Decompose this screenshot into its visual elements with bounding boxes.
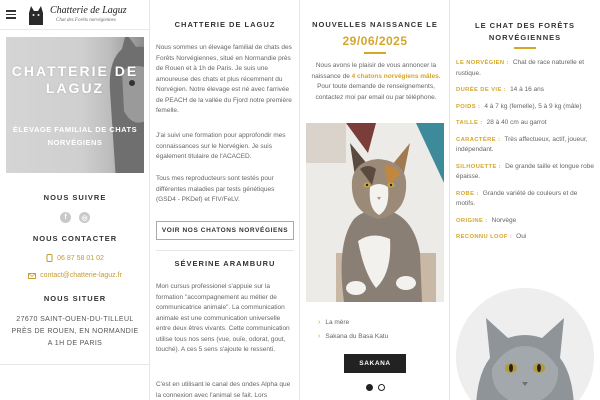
hero-cat-image [96, 37, 144, 173]
chevron-right-icon: › [318, 333, 321, 340]
carousel-dot-2[interactable] [378, 384, 385, 391]
list-item [318, 330, 442, 344]
births-title: NOUVELLES NAISSANCE LE [312, 20, 438, 29]
person-paragraph-2: C'est en utilisant le canal des ondes Alpha que la connexion avec l'animal se fait. Lors [156, 381, 291, 399]
social-links [0, 212, 150, 223]
spec-label: RECONNU LOOF : [456, 234, 513, 240]
spec-value: Norvège [491, 216, 517, 224]
view-kittens-button[interactable]: VOIR NOS CHATONS NORVÉGIENS [156, 221, 294, 240]
sakana-button[interactable]: SAKANA [344, 354, 406, 373]
spec-row [456, 102, 596, 113]
mother-info-list [318, 316, 442, 344]
locate-heading: NOUS SITUER [43, 294, 107, 303]
spec-label: CARACTÈRE : [456, 136, 501, 143]
address-text: 27670 SAINT-OUEN-DU-TILLEUL PRÈS DE ROUEN, EN NORMANDIE A 1H DE PARIS [11, 316, 139, 347]
births-panel [300, 0, 450, 400]
spec-row [456, 232, 596, 243]
spec-row [456, 216, 596, 227]
follow-heading: NOUS SUIVRE [43, 193, 107, 202]
phone-link[interactable] [0, 254, 150, 262]
about-paragraph-3: Tous mes reproducteurs sont testés pour différentes maladies par tests génétiques (GSD4 - PKDef) et FIV/FeLV. [156, 175, 275, 203]
logo-title: Chatterie de Laguz [50, 5, 127, 16]
spec-value: Oui [516, 233, 527, 240]
spec-value: Très affectueux, actif, joueur, indépendant. [456, 135, 588, 153]
hero-title: CHATTERIE DE LAGUZ [11, 63, 139, 96]
person-heading: SÉVERINE ARAMBURU [174, 259, 276, 268]
calico-cat-image [306, 123, 444, 302]
carousel-dot-1[interactable] [366, 384, 373, 391]
spec-value: 14 à 16 ans [510, 86, 545, 93]
spec-label: DURÉE DE VIE : [456, 87, 507, 93]
menu-icon[interactable] [6, 10, 16, 19]
about-title: CHATTERIE DE LAGUZ [174, 20, 276, 29]
spec-value: De grande taille et longue robe épaisse. [456, 162, 594, 180]
contact-heading: NOUS CONTACTER [32, 234, 118, 243]
spec-value: Grande variété de couleurs et de motifs. [456, 189, 578, 207]
spec-row [456, 58, 596, 79]
logo-subtitle: Chat des Forêts norvégiennes [56, 18, 116, 23]
spec-row [456, 189, 596, 210]
person-paragraph-1: Mon cursus professionel s'appuie sur la formation "accompagnement au métier de communicatrice animale". La communication animale est une communication universelle entre deux êtres vivants. Cette communication utilise tous nos sens (vue, ouïe, odorat, gout, touché). A ces 5 sens s'ajoute le ressenti. [156, 283, 290, 353]
title-underline [364, 52, 386, 54]
breed-specs [456, 58, 596, 249]
email-link[interactable] [0, 272, 150, 279]
spec-value: Chat de race naturelle et rustique. [456, 59, 585, 77]
grey-cat-image [456, 288, 594, 400]
breed-title: LE CHAT DES FORÊTS NORVÉGIENNES [475, 21, 575, 42]
title-underline [514, 47, 536, 49]
phone-icon [46, 254, 53, 262]
phone-number: 06 87 58 01 02 [57, 254, 104, 262]
births-text-after: . Pour toute demande de renseignements, contactez moi par email ou par téléphone. [315, 72, 441, 101]
births-text-before: Nous avons le plaisir de vous annoncer la naissance de [311, 62, 437, 80]
spec-label: ORIGINE : [456, 217, 488, 224]
spec-row [456, 135, 596, 156]
about-panel [150, 0, 300, 400]
spec-row [456, 118, 596, 129]
spec-row [456, 162, 596, 183]
spec-label: SILHOUETTE : [456, 163, 502, 170]
divider [156, 250, 294, 251]
grey-cat-photo [456, 288, 594, 400]
top-bar [0, 0, 149, 30]
spec-label: POIDS : [456, 103, 481, 110]
list-item [318, 316, 442, 330]
births-date: 29/06/2025 [342, 34, 408, 48]
envelope-icon [28, 273, 36, 279]
spec-label: LE NORVÉGIEN : [456, 60, 509, 66]
breed-panel [450, 0, 600, 400]
about-paragraph-1: Nous sommes un élevage familial de chats des Forêts Norvégiennes, situé en Normandie près de Rouen et à 1h de Paris. Je suis une amoureuse des chats et plus récemment du Norvégien. Notre élevage est né avec l'arrivée de PEACH de la vallée du Fjord notre première femelle. [156, 44, 292, 114]
logo[interactable] [50, 6, 127, 23]
mobile-home-panel [0, 0, 150, 400]
carousel-dots [300, 384, 450, 391]
facebook-icon[interactable]: f [60, 212, 71, 223]
spec-value: 28 à 40 cm au garrot [486, 119, 547, 126]
spec-label: ROBE : [456, 190, 479, 197]
about-paragraph-2: J'ai suivi une formation pour approfondir mes connaissances sur le Norvégien. Je suis également titulaire de l'ACACED. [156, 132, 286, 160]
divider [0, 364, 150, 365]
spec-label: TAILLE : [456, 120, 483, 126]
chevron-right-icon: › [318, 319, 321, 326]
hero-subtitle: ÉLEVAGE FAMILIAL DE CHATS NORVÉGIENS [12, 125, 138, 147]
hero-banner [6, 37, 144, 173]
email-address: contact@chatterie-laguz.fr [40, 272, 122, 279]
list-item-label: La mère [325, 319, 350, 326]
spec-value: 4 à 7 kg (femelle), 5 à 9 kg (mâle) [484, 102, 582, 110]
logo-cat-icon[interactable] [26, 4, 46, 26]
spec-row [456, 85, 596, 96]
kitten-mother-photo[interactable] [306, 123, 444, 302]
births-highlight: 4 chatons norvégiens mâles [351, 72, 439, 80]
instagram-icon[interactable]: ◎ [79, 212, 90, 223]
list-item-label: Sakana du Basa Katu [325, 333, 389, 340]
births-text [308, 61, 444, 103]
